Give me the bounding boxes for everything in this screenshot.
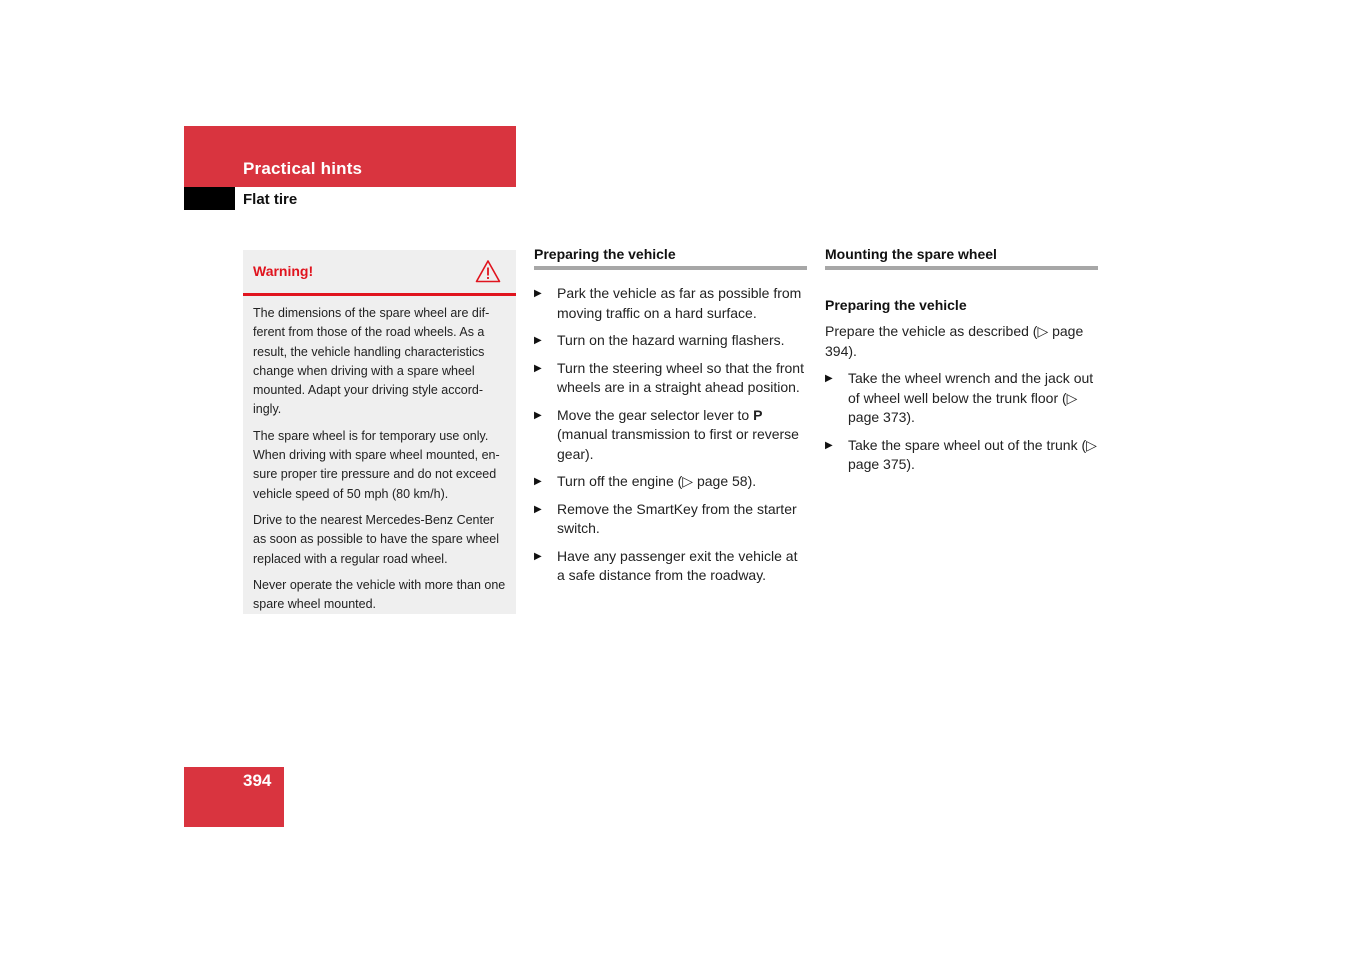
bullet-arrow-icon: ▶ [534,288,542,299]
bullet-arrow-icon: ▶ [534,550,542,562]
bullet-arrow-icon: ▶ [825,373,833,384]
step-item [534,359,807,398]
warning-header [243,250,516,296]
mounting-steps [825,369,1098,475]
bullet-arrow-icon: ▶ [534,409,542,421]
section-tab-marker [184,187,235,210]
step-text-after: (manual transmission to first or reverse gear). [557,426,799,462]
step-item [534,284,807,323]
step-text: Turn off the engine (▷ page 58). [557,473,757,489]
warning-label: Warning! [253,263,314,279]
warning-paragraph: The spare wheel is for temporary use only. When driving with spare wheel mounted, en-sure proper tire pressure and do not exceed vehicle speed of 50 mph (80 km/h). [253,428,500,501]
bullet-arrow-icon: ▶ [534,476,542,487]
mounting-column [825,246,1098,483]
warning-paragraph: Drive to the nearest Mercedes-Benz Center as soon as possible to have the spare wheel replaced with a regular road wheel. [253,512,499,566]
bullet-arrow-icon: ▶ [825,439,833,451]
bullet-arrow-icon: ▶ [534,335,542,346]
step-item [534,406,807,465]
warning-triangle-icon [475,259,501,283]
step-text-before: Move the gear selector lever to [557,406,754,423]
step-text: Turn on the hazard warning flashers. [557,332,785,348]
subsection-title: Flat tire [243,191,298,208]
step-item [534,472,807,492]
gear-position-p: P [753,406,763,423]
mounting-intro: Prepare the vehicle as described (▷ page 394). [825,323,1084,359]
step-item [825,369,1098,428]
step-item [534,331,807,351]
bullet-arrow-icon: ▶ [534,503,542,515]
warning-body [243,296,516,614]
step-text: Take the wheel wrench and the jack out of wheel well below the trunk floor (▷ page 373). [848,370,1094,425]
step-item [825,436,1098,475]
step-text: Turn the steering wheel so that the front wheels are in a straight ahead position. [557,359,804,395]
bullet-arrow-icon: ▶ [534,362,542,374]
mounting-heading: Mounting the spare wheel [825,246,1098,270]
step-text: Take the spare wheel out of the trunk (▷ page 375). [848,436,1097,472]
step-text: Remove the SmartKey from the starter switch. [557,500,797,536]
step-item [534,547,807,586]
step-text: Park the vehicle as far as possible from moving traffic on a hard surface. [557,285,802,321]
step-item [534,500,807,539]
preparing-heading: Preparing the vehicle [534,246,807,270]
section-title: Practical hints [243,159,363,178]
preparing-steps [534,284,807,586]
warning-paragraph: Never operate the vehicle with more than one spare wheel mounted. [253,577,506,612]
page-number: 394 [243,771,272,790]
warning-paragraph: The dimensions of the spare wheel are dif-ferent from those of the road wheels. As a result, the vehicle handling characteristics change when driving with a spare wheel mounted. Adapt your driving style accord-ingly. [253,306,490,417]
warning-box [243,250,516,614]
step-text: Have any passenger exit the vehicle at a safe distance from the roadway. [557,547,798,583]
mounting-subheading: Preparing the vehicle [825,297,967,313]
preparing-column [534,246,807,594]
